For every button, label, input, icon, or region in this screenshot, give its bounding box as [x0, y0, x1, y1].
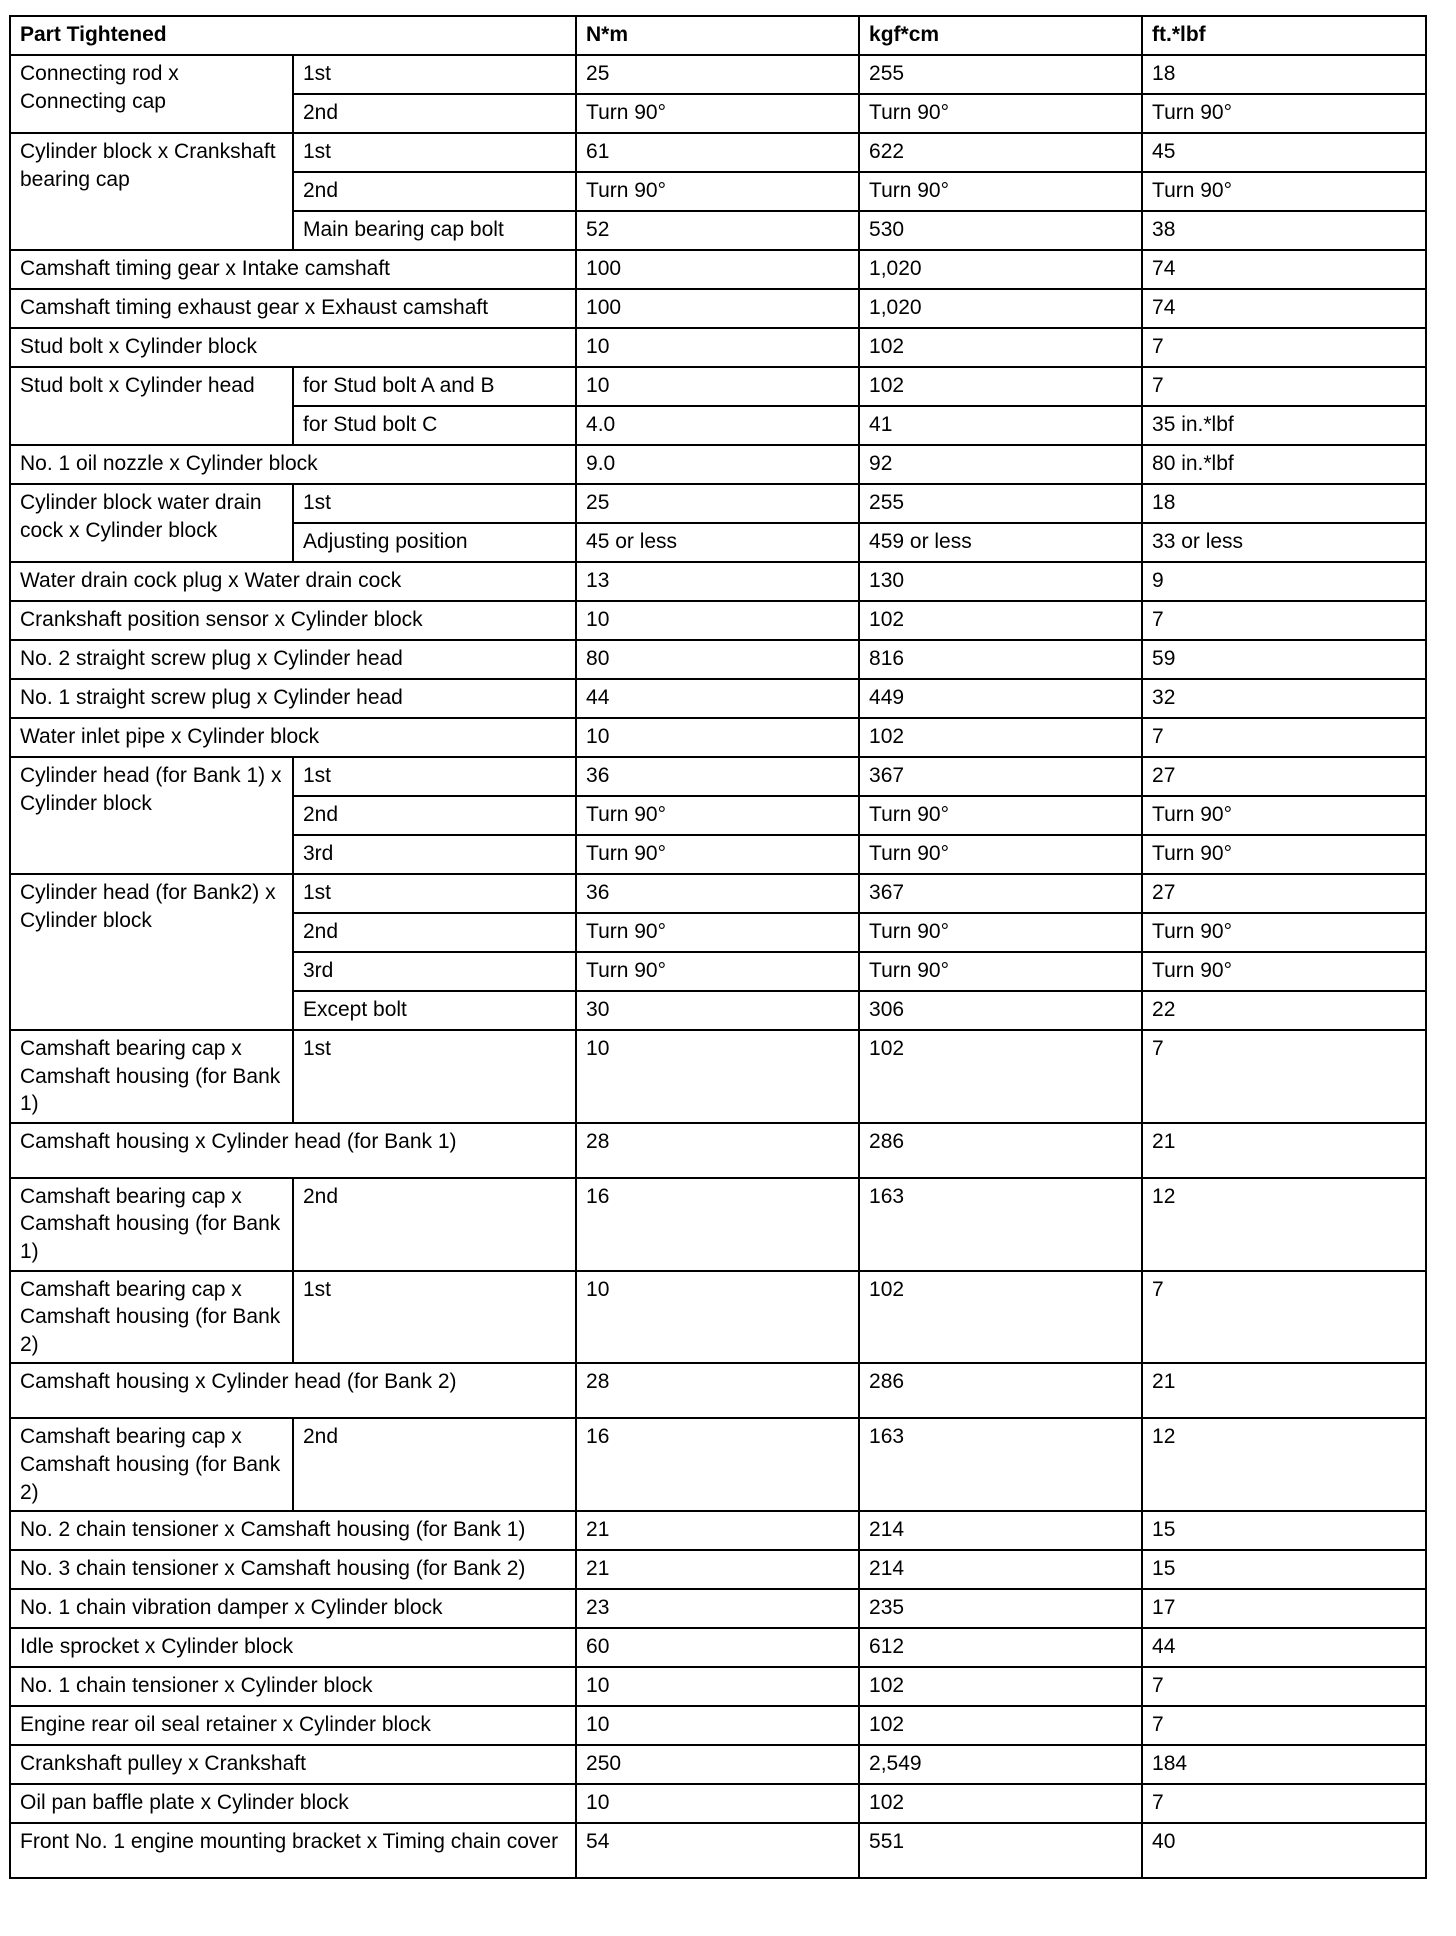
nm-cell: 10 [576, 1784, 859, 1823]
kgfcm-cell: 102 [859, 1784, 1142, 1823]
table-row [10, 640, 1426, 679]
kgfcm-cell: 235 [859, 1589, 1142, 1628]
nm-cell: 30 [576, 991, 859, 1030]
header-kgfcm: kgf*cm [859, 16, 1142, 55]
nm-cell: 36 [576, 757, 859, 796]
ftlbf-cell: Turn 90° [1142, 913, 1426, 952]
kgfcm-cell: 2,549 [859, 1745, 1142, 1784]
part-cell: No. 1 straight screw plug x Cylinder head [10, 679, 576, 718]
ftlbf-cell: 18 [1142, 55, 1426, 94]
nm-cell: 21 [576, 1511, 859, 1550]
kgfcm-cell: 102 [859, 1030, 1142, 1123]
table-row [10, 484, 1426, 523]
step-cell: for Stud bolt A and B [293, 367, 576, 406]
step-cell: 3rd [293, 952, 576, 991]
ftlbf-cell: 27 [1142, 757, 1426, 796]
ftlbf-cell: 7 [1142, 1784, 1426, 1823]
step-cell: 1st [293, 874, 576, 913]
ftlbf-cell: 35 in.*lbf [1142, 406, 1426, 445]
table-row [10, 328, 1426, 367]
nm-cell: 100 [576, 289, 859, 328]
step-cell: 1st [293, 133, 576, 172]
kgfcm-cell: 1,020 [859, 289, 1142, 328]
nm-cell: Turn 90° [576, 952, 859, 991]
table-row [10, 289, 1426, 328]
table-row [10, 562, 1426, 601]
kgfcm-cell: 102 [859, 328, 1142, 367]
part-cell: Idle sprocket x Cylinder block [10, 1628, 576, 1667]
nm-cell: 54 [576, 1823, 859, 1878]
nm-cell: 60 [576, 1628, 859, 1667]
nm-cell: Turn 90° [576, 835, 859, 874]
kgfcm-cell: 102 [859, 1667, 1142, 1706]
kgfcm-cell: 286 [859, 1363, 1142, 1418]
kgfcm-cell: 255 [859, 484, 1142, 523]
step-cell: 1st [293, 484, 576, 523]
nm-cell: 10 [576, 1667, 859, 1706]
part-cell: No. 1 chain tensioner x Cylinder block [10, 1667, 576, 1706]
ftlbf-cell: Turn 90° [1142, 835, 1426, 874]
part-cell: No. 2 chain tensioner x Camshaft housing (for Bank 1) [10, 1511, 576, 1550]
ftlbf-cell: 7 [1142, 1271, 1426, 1364]
part-cell: Cylinder block x Crankshaft bearing cap [10, 133, 293, 250]
table-row [10, 1745, 1426, 1784]
table-row [10, 250, 1426, 289]
ftlbf-cell: 7 [1142, 1667, 1426, 1706]
part-cell: Camshaft housing x Cylinder head (for Bank 1) [10, 1123, 576, 1178]
ftlbf-cell: 38 [1142, 211, 1426, 250]
part-cell: Cylinder head (for Bank 1) x Cylinder block [10, 757, 293, 874]
part-cell: Crankshaft position sensor x Cylinder block [10, 601, 576, 640]
ftlbf-cell: 45 [1142, 133, 1426, 172]
kgfcm-cell: Turn 90° [859, 172, 1142, 211]
nm-cell: 10 [576, 601, 859, 640]
table-row [10, 1178, 1426, 1271]
kgfcm-cell: 449 [859, 679, 1142, 718]
kgfcm-cell: 102 [859, 1706, 1142, 1745]
kgfcm-cell: 214 [859, 1550, 1142, 1589]
step-cell: 3rd [293, 835, 576, 874]
nm-cell: 21 [576, 1550, 859, 1589]
step-cell: 2nd [293, 1418, 576, 1511]
kgfcm-cell: 130 [859, 562, 1142, 601]
ftlbf-cell: 59 [1142, 640, 1426, 679]
kgfcm-cell: 102 [859, 718, 1142, 757]
ftlbf-cell: 12 [1142, 1418, 1426, 1511]
part-cell: Camshaft bearing cap x Camshaft housing (for Bank 2) [10, 1418, 293, 1511]
kgfcm-cell: Turn 90° [859, 952, 1142, 991]
nm-cell: Turn 90° [576, 172, 859, 211]
step-cell: 1st [293, 1030, 576, 1123]
torque-spec-table [9, 15, 1427, 1879]
ftlbf-cell: 7 [1142, 367, 1426, 406]
nm-cell: 45 or less [576, 523, 859, 562]
ftlbf-cell: 7 [1142, 1030, 1426, 1123]
nm-cell: 10 [576, 718, 859, 757]
kgfcm-cell: 367 [859, 757, 1142, 796]
ftlbf-cell: 74 [1142, 289, 1426, 328]
part-cell: Camshaft timing exhaust gear x Exhaust camshaft [10, 289, 576, 328]
ftlbf-cell: Turn 90° [1142, 94, 1426, 133]
ftlbf-cell: 15 [1142, 1550, 1426, 1589]
table-row [10, 874, 1426, 913]
table-row [10, 133, 1426, 172]
kgfcm-cell: 102 [859, 367, 1142, 406]
nm-cell: 28 [576, 1123, 859, 1178]
nm-cell: 10 [576, 367, 859, 406]
part-cell: Cylinder block water drain cock x Cylinder block [10, 484, 293, 562]
table-row [10, 679, 1426, 718]
step-cell: Except bolt [293, 991, 576, 1030]
part-cell: No. 2 straight screw plug x Cylinder head [10, 640, 576, 679]
ftlbf-cell: 7 [1142, 718, 1426, 757]
header-row [10, 16, 1426, 55]
nm-cell: Turn 90° [576, 94, 859, 133]
part-cell: Cylinder head (for Bank2) x Cylinder block [10, 874, 293, 1030]
nm-cell: 23 [576, 1589, 859, 1628]
ftlbf-cell: Turn 90° [1142, 796, 1426, 835]
nm-cell: 10 [576, 328, 859, 367]
part-cell: Water drain cock plug x Water drain cock [10, 562, 576, 601]
kgfcm-cell: 530 [859, 211, 1142, 250]
ftlbf-cell: 12 [1142, 1178, 1426, 1271]
part-cell: Camshaft bearing cap x Camshaft housing (for Bank 2) [10, 1271, 293, 1364]
table-row [10, 1550, 1426, 1589]
part-cell: Stud bolt x Cylinder block [10, 328, 576, 367]
ftlbf-cell: 18 [1142, 484, 1426, 523]
ftlbf-cell: 80 in.*lbf [1142, 445, 1426, 484]
table-row [10, 1511, 1426, 1550]
kgfcm-cell: 816 [859, 640, 1142, 679]
table-row [10, 367, 1426, 406]
ftlbf-cell: 21 [1142, 1363, 1426, 1418]
table-row [10, 1030, 1426, 1123]
step-cell: 1st [293, 55, 576, 94]
ftlbf-cell: 7 [1142, 601, 1426, 640]
step-cell: 1st [293, 757, 576, 796]
ftlbf-cell: 15 [1142, 1511, 1426, 1550]
step-cell: Adjusting position [293, 523, 576, 562]
kgfcm-cell: 41 [859, 406, 1142, 445]
nm-cell: 4.0 [576, 406, 859, 445]
kgfcm-cell: 286 [859, 1123, 1142, 1178]
step-cell: 2nd [293, 796, 576, 835]
nm-cell: 250 [576, 1745, 859, 1784]
kgfcm-cell: 102 [859, 601, 1142, 640]
step-cell: 2nd [293, 172, 576, 211]
table-row [10, 445, 1426, 484]
part-cell: No. 3 chain tensioner x Camshaft housing (for Bank 2) [10, 1550, 576, 1589]
ftlbf-cell: Turn 90° [1142, 172, 1426, 211]
table-row [10, 1706, 1426, 1745]
kgfcm-cell: 163 [859, 1178, 1142, 1271]
nm-cell: 25 [576, 484, 859, 523]
table-row [10, 1667, 1426, 1706]
table-row [10, 55, 1426, 94]
header-ftlbf: ft.*lbf [1142, 16, 1426, 55]
kgfcm-cell: 92 [859, 445, 1142, 484]
kgfcm-cell: Turn 90° [859, 94, 1142, 133]
nm-cell: 10 [576, 1030, 859, 1123]
part-cell: Camshaft housing x Cylinder head (for Bank 2) [10, 1363, 576, 1418]
ftlbf-cell: 40 [1142, 1823, 1426, 1878]
kgfcm-cell: 459 or less [859, 523, 1142, 562]
nm-cell: 52 [576, 211, 859, 250]
part-cell: Crankshaft pulley x Crankshaft [10, 1745, 576, 1784]
part-cell: Water inlet pipe x Cylinder block [10, 718, 576, 757]
kgfcm-cell: 551 [859, 1823, 1142, 1878]
nm-cell: 9.0 [576, 445, 859, 484]
part-cell: Front No. 1 engine mounting bracket x Timing chain cover [10, 1823, 576, 1878]
kgfcm-cell: 255 [859, 55, 1142, 94]
ftlbf-cell: 33 or less [1142, 523, 1426, 562]
table-row [10, 1418, 1426, 1511]
step-cell: Main bearing cap bolt [293, 211, 576, 250]
part-cell: Connecting rod x Connecting cap [10, 55, 293, 133]
table-row [10, 1589, 1426, 1628]
table-row [10, 601, 1426, 640]
part-cell: No. 1 chain vibration damper x Cylinder block [10, 1589, 576, 1628]
step-cell: for Stud bolt C [293, 406, 576, 445]
ftlbf-cell: 32 [1142, 679, 1426, 718]
table-row [10, 1123, 1426, 1178]
nm-cell: 44 [576, 679, 859, 718]
kgfcm-cell: Turn 90° [859, 913, 1142, 952]
ftlbf-cell: 74 [1142, 250, 1426, 289]
nm-cell: 36 [576, 874, 859, 913]
step-cell: 2nd [293, 1178, 576, 1271]
kgfcm-cell: 612 [859, 1628, 1142, 1667]
table-row [10, 1628, 1426, 1667]
kgfcm-cell: 1,020 [859, 250, 1142, 289]
nm-cell: 80 [576, 640, 859, 679]
nm-cell: 16 [576, 1178, 859, 1271]
part-cell: Camshaft bearing cap x Camshaft housing (for Bank 1) [10, 1030, 293, 1123]
kgfcm-cell: Turn 90° [859, 796, 1142, 835]
table-row [10, 1271, 1426, 1364]
ftlbf-cell: 9 [1142, 562, 1426, 601]
ftlbf-cell: Turn 90° [1142, 952, 1426, 991]
part-cell: Oil pan baffle plate x Cylinder block [10, 1784, 576, 1823]
table-row [10, 757, 1426, 796]
kgfcm-cell: 102 [859, 1271, 1142, 1364]
ftlbf-cell: 7 [1142, 1706, 1426, 1745]
ftlbf-cell: 22 [1142, 991, 1426, 1030]
ftlbf-cell: 17 [1142, 1589, 1426, 1628]
kgfcm-cell: 214 [859, 1511, 1142, 1550]
ftlbf-cell: 21 [1142, 1123, 1426, 1178]
nm-cell: 25 [576, 55, 859, 94]
table-row [10, 718, 1426, 757]
part-cell: No. 1 oil nozzle x Cylinder block [10, 445, 576, 484]
nm-cell: Turn 90° [576, 796, 859, 835]
nm-cell: 28 [576, 1363, 859, 1418]
kgfcm-cell: 306 [859, 991, 1142, 1030]
ftlbf-cell: 7 [1142, 328, 1426, 367]
step-cell: 2nd [293, 913, 576, 952]
nm-cell: 16 [576, 1418, 859, 1511]
nm-cell: 13 [576, 562, 859, 601]
part-cell: Camshaft timing gear x Intake camshaft [10, 250, 576, 289]
step-cell: 2nd [293, 94, 576, 133]
nm-cell: 61 [576, 133, 859, 172]
part-cell: Engine rear oil seal retainer x Cylinder block [10, 1706, 576, 1745]
step-cell: 1st [293, 1271, 576, 1364]
ftlbf-cell: 27 [1142, 874, 1426, 913]
nm-cell: Turn 90° [576, 913, 859, 952]
table-row [10, 1784, 1426, 1823]
ftlbf-cell: 184 [1142, 1745, 1426, 1784]
header-part-tightened: Part Tightened [10, 16, 576, 55]
table-row [10, 1823, 1426, 1878]
nm-cell: 10 [576, 1271, 859, 1364]
kgfcm-cell: 622 [859, 133, 1142, 172]
ftlbf-cell: 44 [1142, 1628, 1426, 1667]
part-cell: Stud bolt x Cylinder head [10, 367, 293, 445]
kgfcm-cell: Turn 90° [859, 835, 1142, 874]
table-body [10, 55, 1426, 1878]
table-row [10, 1363, 1426, 1418]
header-nm: N*m [576, 16, 859, 55]
part-cell: Camshaft bearing cap x Camshaft housing (for Bank 1) [10, 1178, 293, 1271]
nm-cell: 100 [576, 250, 859, 289]
kgfcm-cell: 367 [859, 874, 1142, 913]
nm-cell: 10 [576, 1706, 859, 1745]
kgfcm-cell: 163 [859, 1418, 1142, 1511]
